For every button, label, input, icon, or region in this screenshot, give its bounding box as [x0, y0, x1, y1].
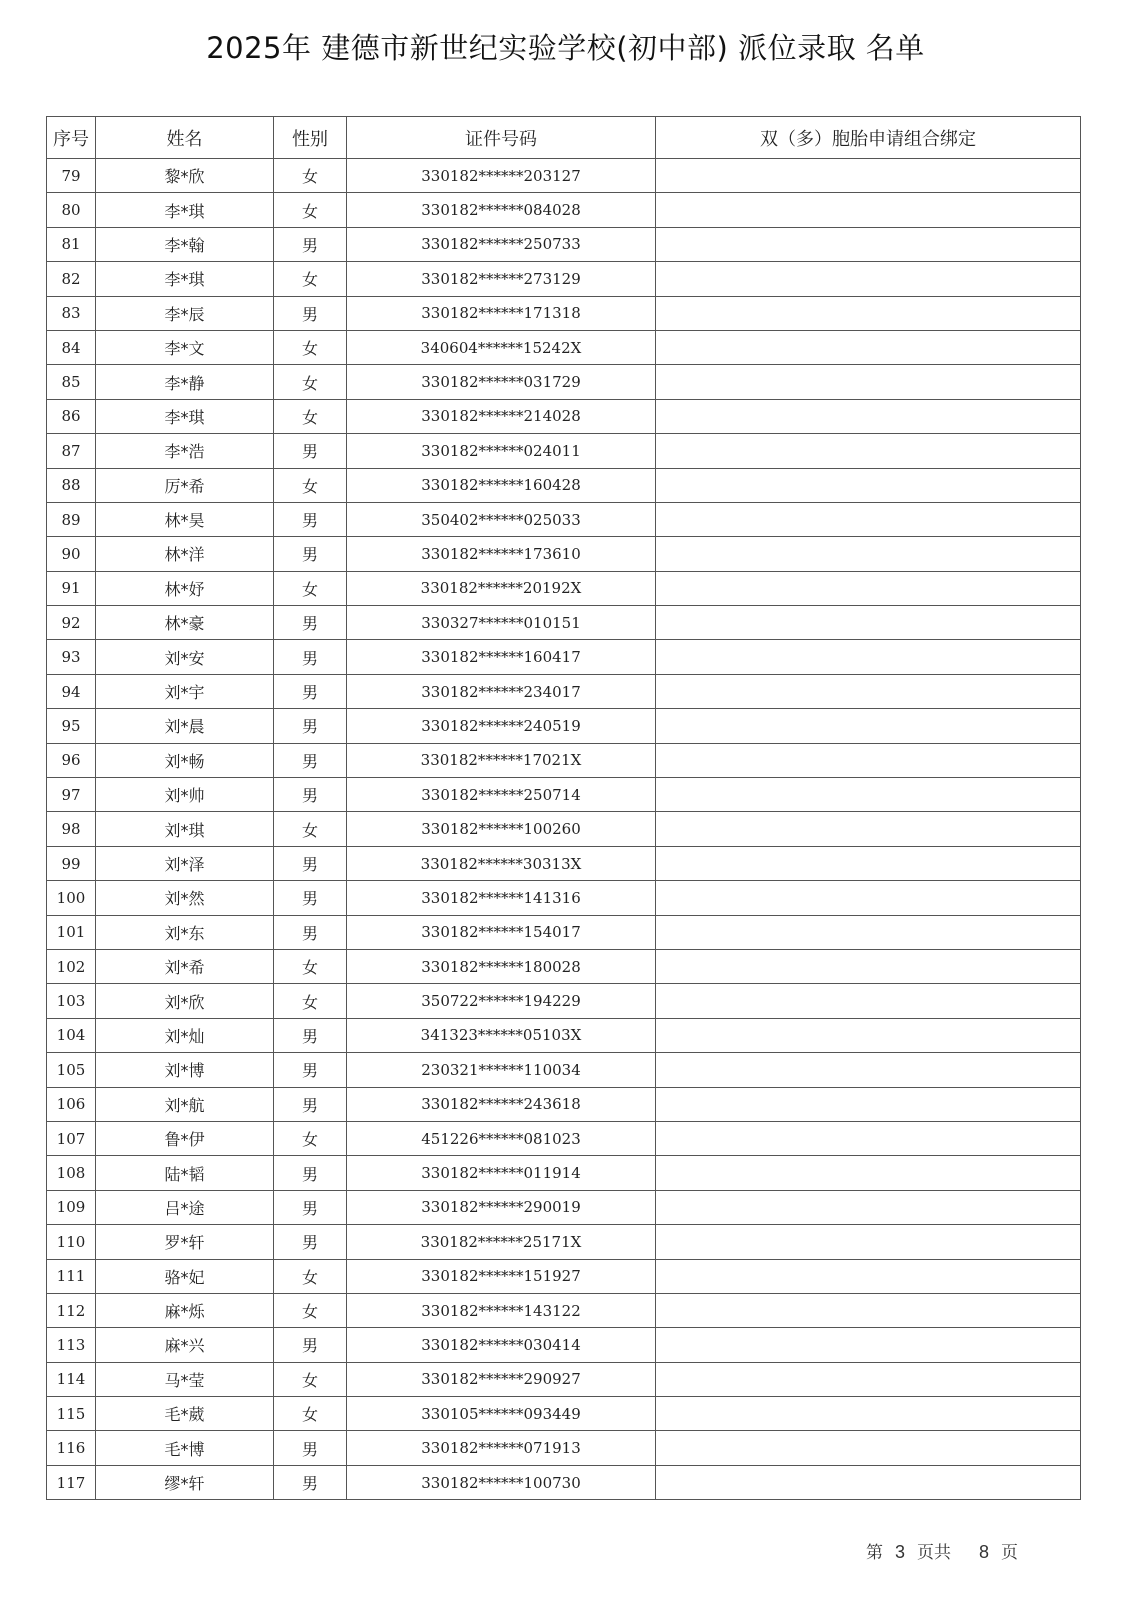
- cell-gender: 男: [274, 1087, 347, 1121]
- table-row: [47, 1225, 1081, 1259]
- cell-seq: 111: [47, 1259, 96, 1293]
- cell-name: 鲁*伊: [96, 1121, 274, 1155]
- table-row: [47, 159, 1081, 193]
- header-gender: 性别: [274, 117, 347, 159]
- cell-seq: 107: [47, 1121, 96, 1155]
- cell-id-number: 330182******171318: [347, 296, 656, 330]
- table-row: [47, 468, 1081, 502]
- cell-id-number: 330182******25171X: [347, 1225, 656, 1259]
- cell-twins-binding: [656, 812, 1081, 846]
- cell-name: 刘*东: [96, 915, 274, 949]
- cell-name: 林*豪: [96, 606, 274, 640]
- cell-twins-binding: [656, 743, 1081, 777]
- cell-name: 麻*烁: [96, 1293, 274, 1327]
- cell-id-number: 230321******110034: [347, 1053, 656, 1087]
- table-row: [47, 296, 1081, 330]
- cell-twins-binding: [656, 468, 1081, 502]
- cell-name: 刘*然: [96, 881, 274, 915]
- cell-id-number: 330182******250733: [347, 227, 656, 261]
- cell-id-number: 330182******071913: [347, 1431, 656, 1465]
- cell-twins-binding: [656, 1328, 1081, 1362]
- cell-seq: 103: [47, 984, 96, 1018]
- cell-id-number: 330182******084028: [347, 193, 656, 227]
- cell-twins-binding: [656, 984, 1081, 1018]
- table-body: [47, 159, 1081, 1500]
- cell-twins-binding: [656, 1087, 1081, 1121]
- cell-seq: 112: [47, 1293, 96, 1327]
- cell-gender: 男: [274, 1431, 347, 1465]
- cell-gender: 女: [274, 262, 347, 296]
- total-pages: 8: [979, 1542, 990, 1562]
- cell-twins-binding: [656, 1053, 1081, 1087]
- cell-id-number: 330182******141316: [347, 881, 656, 915]
- cell-id-number: 330182******180028: [347, 949, 656, 983]
- cell-gender: 男: [274, 537, 347, 571]
- cell-id-number: 330182******100730: [347, 1465, 656, 1499]
- cell-gender: 男: [274, 640, 347, 674]
- cell-twins-binding: [656, 537, 1081, 571]
- cell-name: 李*翰: [96, 227, 274, 261]
- cell-name: 李*辰: [96, 296, 274, 330]
- cell-id-number: 330182******031729: [347, 365, 656, 399]
- cell-seq: 96: [47, 743, 96, 777]
- cell-name: 刘*琪: [96, 812, 274, 846]
- table-row: [47, 330, 1081, 364]
- cell-name: 缪*轩: [96, 1465, 274, 1499]
- table-row: [47, 571, 1081, 605]
- table-row: [47, 881, 1081, 915]
- cell-id-number: 330182******160417: [347, 640, 656, 674]
- table-row: [47, 1053, 1081, 1087]
- cell-gender: 男: [274, 434, 347, 468]
- cell-twins-binding: [656, 1293, 1081, 1327]
- cell-id-number: 330182******243618: [347, 1087, 656, 1121]
- cell-id-number: 330182******173610: [347, 537, 656, 571]
- cell-twins-binding: [656, 1225, 1081, 1259]
- cell-id-number: 330182******290019: [347, 1190, 656, 1224]
- cell-twins-binding: [656, 296, 1081, 330]
- cell-twins-binding: [656, 949, 1081, 983]
- table-row: [47, 640, 1081, 674]
- cell-name: 毛*葳: [96, 1397, 274, 1431]
- cell-gender: 男: [274, 1156, 347, 1190]
- cell-gender: 女: [274, 330, 347, 364]
- table-row: [47, 537, 1081, 571]
- page-suffix: 页: [1001, 1543, 1019, 1563]
- cell-seq: 80: [47, 193, 96, 227]
- table-row: [47, 1121, 1081, 1155]
- cell-name: 李*琪: [96, 262, 274, 296]
- cell-gender: 女: [274, 1362, 347, 1396]
- cell-name: 李*浩: [96, 434, 274, 468]
- cell-twins-binding: [656, 1397, 1081, 1431]
- table-row: [47, 262, 1081, 296]
- cell-gender: 男: [274, 709, 347, 743]
- cell-twins-binding: [656, 365, 1081, 399]
- cell-id-number: 330182******250714: [347, 778, 656, 812]
- header-name: 姓名: [96, 117, 274, 159]
- cell-gender: 女: [274, 468, 347, 502]
- cell-name: 刘*欣: [96, 984, 274, 1018]
- cell-twins-binding: [656, 709, 1081, 743]
- cell-seq: 88: [47, 468, 96, 502]
- cell-name: 厉*希: [96, 468, 274, 502]
- table-row: [47, 674, 1081, 708]
- table-row: [47, 1431, 1081, 1465]
- cell-name: 刘*帅: [96, 778, 274, 812]
- cell-id-number: 330105******093449: [347, 1397, 656, 1431]
- cell-twins-binding: [656, 1190, 1081, 1224]
- table-row: [47, 434, 1081, 468]
- cell-twins-binding: [656, 1018, 1081, 1052]
- table-row: [47, 812, 1081, 846]
- cell-twins-binding: [656, 262, 1081, 296]
- cell-name: 刘*宇: [96, 674, 274, 708]
- cell-id-number: 330182******290927: [347, 1362, 656, 1396]
- cell-seq: 116: [47, 1431, 96, 1465]
- cell-gender: 男: [274, 1190, 347, 1224]
- cell-id-number: 330182******240519: [347, 709, 656, 743]
- cell-id-number: 330182******160428: [347, 468, 656, 502]
- table-row: [47, 399, 1081, 433]
- cell-seq: 101: [47, 915, 96, 949]
- cell-gender: 男: [274, 1018, 347, 1052]
- page-prefix: 第: [866, 1543, 883, 1563]
- table-row: [47, 365, 1081, 399]
- cell-seq: 83: [47, 296, 96, 330]
- cell-gender: 男: [274, 674, 347, 708]
- cell-id-number: 330182******17021X: [347, 743, 656, 777]
- cell-seq: 93: [47, 640, 96, 674]
- cell-gender: 男: [274, 1053, 347, 1087]
- cell-id-number: 330182******20192X: [347, 571, 656, 605]
- cell-name: 李*琪: [96, 399, 274, 433]
- cell-seq: 79: [47, 159, 96, 193]
- table-row: [47, 1018, 1081, 1052]
- cell-id-number: 330182******214028: [347, 399, 656, 433]
- cell-id-number: 330327******010151: [347, 606, 656, 640]
- cell-seq: 97: [47, 778, 96, 812]
- cell-seq: 95: [47, 709, 96, 743]
- cell-gender: 男: [274, 881, 347, 915]
- page-footer: [866, 1538, 1018, 1563]
- cell-name: 马*莹: [96, 1362, 274, 1396]
- cell-gender: 男: [274, 846, 347, 880]
- table-header-row: [47, 117, 1081, 159]
- table-row: [47, 778, 1081, 812]
- cell-name: 骆*妃: [96, 1259, 274, 1293]
- cell-twins-binding: [656, 915, 1081, 949]
- cell-twins-binding: [656, 881, 1081, 915]
- cell-name: 陆*韬: [96, 1156, 274, 1190]
- cell-seq: 91: [47, 571, 96, 605]
- cell-seq: 94: [47, 674, 96, 708]
- table-row: [47, 915, 1081, 949]
- cell-id-number: 350722******194229: [347, 984, 656, 1018]
- cell-seq: 115: [47, 1397, 96, 1431]
- cell-seq: 92: [47, 606, 96, 640]
- cell-twins-binding: [656, 640, 1081, 674]
- cell-twins-binding: [656, 571, 1081, 605]
- cell-gender: 女: [274, 1397, 347, 1431]
- table-row: [47, 227, 1081, 261]
- cell-twins-binding: [656, 502, 1081, 536]
- table-row: [47, 1190, 1081, 1224]
- cell-name: 李*琪: [96, 193, 274, 227]
- table-row: [47, 984, 1081, 1018]
- cell-name: 刘*希: [96, 949, 274, 983]
- cell-gender: 男: [274, 606, 347, 640]
- cell-twins-binding: [656, 193, 1081, 227]
- cell-name: 林*昊: [96, 502, 274, 536]
- cell-gender: 女: [274, 1121, 347, 1155]
- cell-name: 刘*灿: [96, 1018, 274, 1052]
- cell-id-number: 330182******151927: [347, 1259, 656, 1293]
- current-page: 3: [895, 1542, 906, 1562]
- cell-seq: 117: [47, 1465, 96, 1499]
- cell-gender: 女: [274, 812, 347, 846]
- cell-id-number: 330182******100260: [347, 812, 656, 846]
- cell-seq: 85: [47, 365, 96, 399]
- cell-id-number: 330182******203127: [347, 159, 656, 193]
- page-middle: 页共: [917, 1543, 952, 1563]
- cell-twins-binding: [656, 330, 1081, 364]
- table-row: [47, 1397, 1081, 1431]
- cell-gender: 男: [274, 1465, 347, 1499]
- table-row: [47, 1465, 1081, 1499]
- cell-twins-binding: [656, 227, 1081, 261]
- cell-seq: 110: [47, 1225, 96, 1259]
- cell-twins-binding: [656, 399, 1081, 433]
- cell-twins-binding: [656, 1465, 1081, 1499]
- table-row: [47, 709, 1081, 743]
- cell-seq: 90: [47, 537, 96, 571]
- cell-twins-binding: [656, 1431, 1081, 1465]
- cell-seq: 87: [47, 434, 96, 468]
- cell-id-number: 330182******234017: [347, 674, 656, 708]
- cell-name: 刘*晨: [96, 709, 274, 743]
- cell-id-number: 340604******15242X: [347, 330, 656, 364]
- cell-id-number: 330182******024011: [347, 434, 656, 468]
- cell-gender: 男: [274, 915, 347, 949]
- cell-gender: 男: [274, 227, 347, 261]
- cell-twins-binding: [656, 1121, 1081, 1155]
- table-row: [47, 1362, 1081, 1396]
- cell-twins-binding: [656, 606, 1081, 640]
- cell-seq: 104: [47, 1018, 96, 1052]
- cell-name: 李*静: [96, 365, 274, 399]
- cell-name: 吕*途: [96, 1190, 274, 1224]
- cell-name: 林*妤: [96, 571, 274, 605]
- header-twins-binding: 双（多）胞胎申请组合绑定: [656, 117, 1081, 159]
- cell-id-number: 330182******30313X: [347, 846, 656, 880]
- cell-gender: 女: [274, 984, 347, 1018]
- cell-twins-binding: [656, 1156, 1081, 1190]
- cell-gender: 女: [274, 1259, 347, 1293]
- cell-twins-binding: [656, 1259, 1081, 1293]
- cell-twins-binding: [656, 1362, 1081, 1396]
- cell-name: 黎*欣: [96, 159, 274, 193]
- table-row: [47, 949, 1081, 983]
- cell-seq: 98: [47, 812, 96, 846]
- cell-seq: 108: [47, 1156, 96, 1190]
- cell-name: 刘*安: [96, 640, 274, 674]
- cell-name: 刘*航: [96, 1087, 274, 1121]
- cell-gender: 女: [274, 399, 347, 433]
- table-row: [47, 1259, 1081, 1293]
- header-id-number: 证件号码: [347, 117, 656, 159]
- cell-seq: 84: [47, 330, 96, 364]
- cell-seq: 113: [47, 1328, 96, 1362]
- cell-name: 刘*泽: [96, 846, 274, 880]
- cell-name: 李*文: [96, 330, 274, 364]
- cell-id-number: 330182******143122: [347, 1293, 656, 1327]
- table-row: [47, 606, 1081, 640]
- table-row: [47, 1328, 1081, 1362]
- table-row: [47, 1293, 1081, 1327]
- cell-name: 麻*兴: [96, 1328, 274, 1362]
- cell-seq: 109: [47, 1190, 96, 1224]
- cell-seq: 86: [47, 399, 96, 433]
- cell-gender: 女: [274, 571, 347, 605]
- cell-seq: 82: [47, 262, 96, 296]
- table-row: [47, 1087, 1081, 1121]
- cell-gender: 男: [274, 502, 347, 536]
- cell-id-number: 330182******154017: [347, 915, 656, 949]
- cell-id-number: 330182******030414: [347, 1328, 656, 1362]
- cell-seq: 81: [47, 227, 96, 261]
- cell-gender: 男: [274, 1328, 347, 1362]
- cell-twins-binding: [656, 434, 1081, 468]
- table-row: [47, 846, 1081, 880]
- cell-gender: 女: [274, 949, 347, 983]
- cell-seq: 102: [47, 949, 96, 983]
- cell-id-number: 350402******025033: [347, 502, 656, 536]
- cell-name: 毛*博: [96, 1431, 274, 1465]
- admission-table: [46, 116, 1081, 1500]
- cell-seq: 89: [47, 502, 96, 536]
- cell-gender: 男: [274, 296, 347, 330]
- cell-name: 林*洋: [96, 537, 274, 571]
- cell-gender: 男: [274, 778, 347, 812]
- document-title: 2025年 建德市新世纪实验学校(初中部) 派位录取 名单: [206, 31, 925, 65]
- cell-id-number: 341323******05103X: [347, 1018, 656, 1052]
- table-row: [47, 743, 1081, 777]
- cell-seq: 100: [47, 881, 96, 915]
- table-row: [47, 502, 1081, 536]
- cell-gender: 女: [274, 365, 347, 399]
- header-seq: 序号: [47, 117, 96, 159]
- cell-gender: 女: [274, 1293, 347, 1327]
- cell-seq: 99: [47, 846, 96, 880]
- cell-name: 罗*轩: [96, 1225, 274, 1259]
- cell-seq: 105: [47, 1053, 96, 1087]
- cell-twins-binding: [656, 159, 1081, 193]
- cell-seq: 106: [47, 1087, 96, 1121]
- cell-name: 刘*博: [96, 1053, 274, 1087]
- cell-gender: 女: [274, 159, 347, 193]
- cell-seq: 114: [47, 1362, 96, 1396]
- cell-gender: 女: [274, 193, 347, 227]
- cell-twins-binding: [656, 778, 1081, 812]
- table-row: [47, 193, 1081, 227]
- cell-gender: 男: [274, 743, 347, 777]
- cell-id-number: 330182******273129: [347, 262, 656, 296]
- table-row: [47, 1156, 1081, 1190]
- cell-twins-binding: [656, 674, 1081, 708]
- cell-id-number: 330182******011914: [347, 1156, 656, 1190]
- cell-gender: 男: [274, 1225, 347, 1259]
- cell-id-number: 451226******081023: [347, 1121, 656, 1155]
- cell-name: 刘*畅: [96, 743, 274, 777]
- cell-twins-binding: [656, 846, 1081, 880]
